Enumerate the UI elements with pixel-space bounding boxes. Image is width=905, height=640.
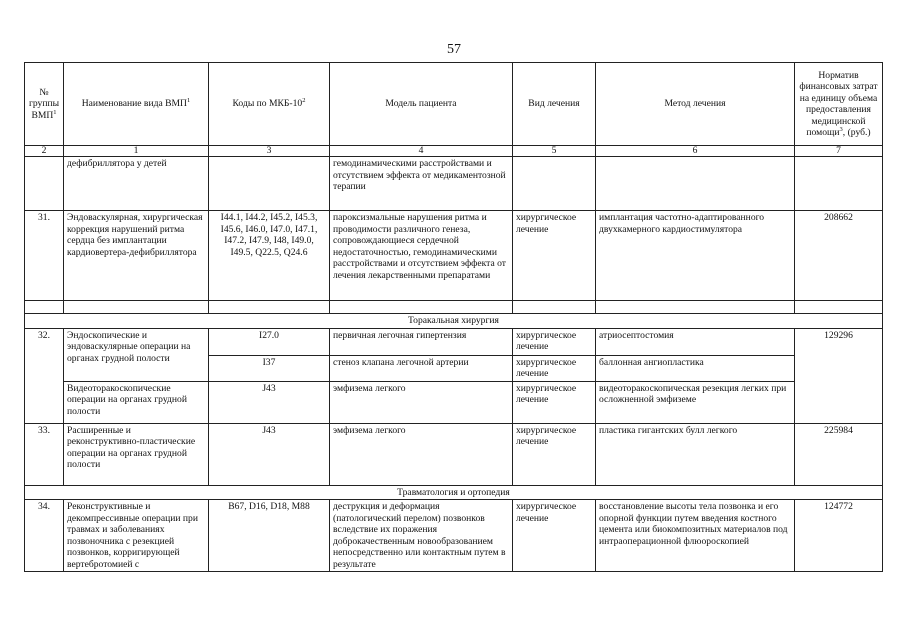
table-row-31	[25, 211, 883, 301]
cell-empty	[209, 301, 330, 314]
cell-empty	[64, 301, 209, 314]
cell-icd-codes: I44.1, I44.2, I45.2, I45.3, I45.6, I46.0, I47.0, I47.1, I47.2, I47.9, I48, I49.0, I49.5, Q22.5, Q24.6	[209, 211, 330, 301]
header-row	[25, 63, 883, 146]
header-treatment-method: Метод лечения	[596, 63, 795, 146]
header-cost-norm: Норматив финансовых затрат на единицу объема предоставления медицинской помощи$^3$, (руб.)	[795, 63, 883, 146]
cell-group-number: 31.	[25, 211, 64, 301]
cell-treatment-type: хирургическое лечение	[513, 355, 596, 381]
cell-empty	[513, 301, 596, 314]
cell-vmp-name: Реконструктивные и декомпрессивные операции при травмах и заболеваниях позвоночника с резекцией позвонков, корригирующей вертебротомией с	[64, 500, 209, 572]
column-number: 3	[209, 146, 330, 157]
section-row-thoracic	[25, 314, 883, 329]
cell-cost: 129296	[795, 328, 883, 423]
cell-cost	[795, 157, 883, 211]
cell-group-number	[25, 157, 64, 211]
column-number: 5	[513, 146, 596, 157]
cell-patient-model: эмфизема легкого	[330, 381, 513, 423]
cell-treatment-method: пластика гигантских булл легкого	[596, 423, 795, 485]
cell-cost: 225984	[795, 423, 883, 485]
cell-group-number: 34.	[25, 500, 64, 572]
cell-treatment-method: восстановление высоты тела позвонка и его опорной функции путем введения костного цемента или биокомпозитных материалов под интраоперационной флюороскопией	[596, 500, 795, 572]
cell-group-number: 33.	[25, 423, 64, 485]
table-row-34	[25, 500, 883, 572]
cell-treatment-method: баллонная ангиопластика	[596, 355, 795, 381]
cell-patient-model: эмфизема легкого	[330, 423, 513, 485]
cell-treatment-type: хирургическое лечение	[513, 423, 596, 485]
cell-patient-model: стеноз клапана легочной артерии	[330, 355, 513, 381]
table-row-32-sub	[25, 381, 883, 423]
cell-patient-model: первичная легочная гипертензия	[330, 328, 513, 355]
cell-vmp-name: Эндоскопические и эндоваскулярные операции на органах грудной полости	[64, 328, 209, 381]
cell-treatment-type	[513, 157, 596, 211]
column-number-row	[25, 146, 883, 157]
cell-empty	[330, 301, 513, 314]
cell-vmp-name: Эндоваскулярная, хирургическая коррекция нарушений ритма сердца без имплантации кардиовертера-дефибриллятора	[64, 211, 209, 301]
cell-group-number: 32.	[25, 328, 64, 423]
cell-treatment-method: атриосептостомия	[596, 328, 795, 355]
table-row-33	[25, 423, 883, 485]
section-title-trauma: Травматология и ортопедия	[25, 485, 883, 500]
cell-icd-codes: B67, D16, D18, M88	[209, 500, 330, 572]
column-number: 1	[64, 146, 209, 157]
column-number: 7	[795, 146, 883, 157]
cell-patient-model: гемодинамическими расстройствами и отсутствием эффекта от медикаментозной терапии	[330, 157, 513, 211]
column-number: 6	[596, 146, 795, 157]
cell-treatment-method: имплантация частотно-адаптированного двухкамерного кардиостимулятора	[596, 211, 795, 301]
cell-icd-codes: I37	[209, 355, 330, 381]
table-row-32	[25, 328, 883, 355]
cell-patient-model: деструкция и деформация (патологический перелом) позвонков вследствие их поражения доброкачественным новообразованием непосредственно или контактным путем в результате	[330, 500, 513, 572]
cell-patient-model: пароксизмальные нарушения ритма и проводимости различного генеза, сопровождающиеся сердечной недостаточностью, гемодинамическими расстройствами и отсутствием эффекта от лечения лекарственными препаратами	[330, 211, 513, 301]
cell-cost: 208662	[795, 211, 883, 301]
cell-empty	[25, 301, 64, 314]
cell-treatment-type: хирургическое лечение	[513, 328, 596, 355]
cell-treatment-type: хирургическое лечение	[513, 211, 596, 301]
cell-vmp-name: дефибриллятора у детей	[64, 157, 209, 211]
header-icd-codes: Коды по МКБ-$10^2$	[209, 63, 330, 146]
cell-icd-codes	[209, 157, 330, 211]
cell-vmp-name: Расширенные и реконструктивно-пластические операции на органах грудной полости	[64, 423, 209, 485]
header-vmp-name: Наименование вида ВМП$^1$	[64, 63, 209, 146]
table-row-spacer	[25, 301, 883, 314]
table-row-continuation	[25, 157, 883, 211]
cell-treatment-type: хирургическое лечение	[513, 500, 596, 572]
cell-treatment-method: видеоторакоскопическая резекция легких при осложненной эмфиземе	[596, 381, 795, 423]
section-title-thoracic: Торакальная хирургия	[25, 314, 883, 329]
cell-treatment-method	[596, 157, 795, 211]
column-number: 4	[330, 146, 513, 157]
cell-cost: 124772	[795, 500, 883, 572]
cell-icd-codes: I27.0	[209, 328, 330, 355]
vmp-table	[24, 62, 883, 572]
cell-icd-codes: J43	[209, 423, 330, 485]
cell-empty	[795, 301, 883, 314]
page-number: 57	[447, 42, 461, 57]
cell-treatment-type: хирургическое лечение	[513, 381, 596, 423]
cell-icd-codes: J43	[209, 381, 330, 423]
section-row-trauma	[25, 485, 883, 500]
header-treatment-type: Вид лечения	[513, 63, 596, 146]
cell-empty	[596, 301, 795, 314]
header-group-number: № группы ВМП$^1$	[25, 63, 64, 146]
column-number: 2	[25, 146, 64, 157]
cell-vmp-name: Видеоторакоскопические операции на органах грудной полости	[64, 381, 209, 423]
header-patient-model: Модель пациента	[330, 63, 513, 146]
